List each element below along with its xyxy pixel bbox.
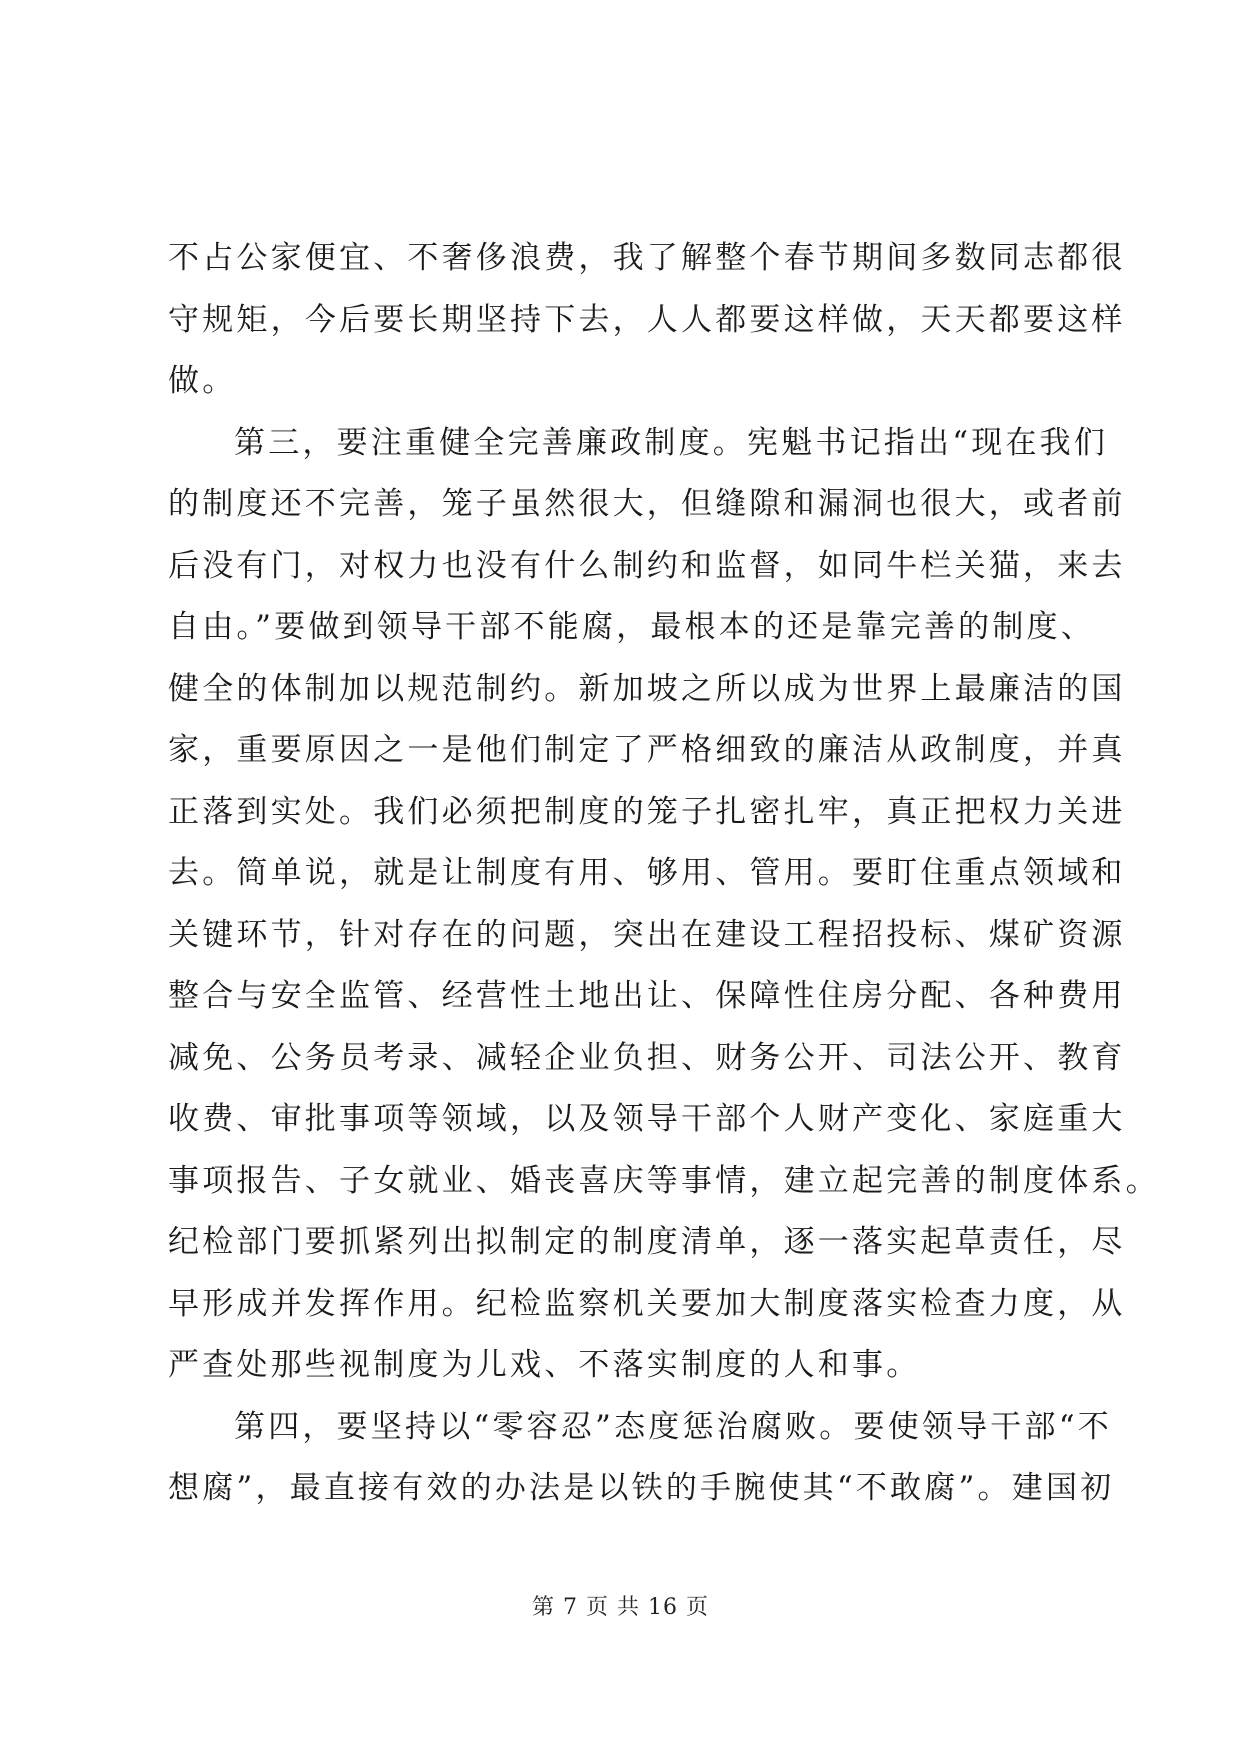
- text-line: 的制度还不完善，笼子虽然很大，但缝隙和漏洞也很大，或者前: [168, 486, 1126, 522]
- text-line: 守规矩，今后要长期坚持下去，人人都要这样做，天天都要这样: [168, 301, 1126, 338]
- text-line: 整合与安全监管、经营性土地出让、保障性住房分配、各种费用: [168, 978, 1126, 1014]
- text-line: 做。: [168, 363, 237, 399]
- paragraph-start-line: 第三，要注重健全完善廉政制度。宪魁书记指出“现在我们: [234, 424, 1109, 461]
- text-line: 家，重要原因之一是他们制定了严格细致的廉洁从政制度，并真: [168, 732, 1126, 768]
- text-line: 收费、审批事项等领域，以及领导干部个人财产变化、家庭重大: [168, 1101, 1126, 1137]
- body-text: [168, 228, 1160, 1520]
- text-line: 后没有门，对权力也没有什么制约和监督，如同牛栏关猫，来去: [168, 547, 1126, 584]
- text-line: 正落到实处。我们必须把制度的笼子扎密扎牢，真正把权力关进: [168, 793, 1126, 830]
- text-line: 严查处那些视制度为儿戏、不落实制度的人和事。: [168, 1347, 921, 1383]
- text-line: 纪检部门要抓紧列出拟制定的制度清单，逐一落实起草责任，尽: [168, 1224, 1126, 1260]
- page-footer: 第 7 页 共 16 页: [532, 1595, 709, 1620]
- text-line: 想腐”，最直接有效的办法是以铁的手腕使其“不敢腐”。建国初: [168, 1470, 1115, 1506]
- text-line: 早形成并发挥作用。纪检监察机关要加大制度落实检查力度，从: [168, 1285, 1126, 1322]
- text-line: 健全的体制加以规范制约。新加坡之所以成为世界上最廉洁的国: [168, 670, 1126, 707]
- text-line: 不占公家便宜、不奢侈浪费，我了解整个春节期间多数同志都很: [168, 240, 1126, 276]
- text-line: 减免、公务员考录、减轻企业负担、财务公开、司法公开、教育: [168, 1039, 1126, 1076]
- text-line: 自由。”要做到领导干部不能腐，最根本的还是靠完善的制度、: [168, 609, 1095, 645]
- text-line: 关键环节，针对存在的问题，突出在建设工程招投标、煤矿资源: [168, 916, 1126, 953]
- text-line: 去。简单说，就是让制度有用、够用、管用。要盯住重点领域和: [168, 855, 1126, 891]
- paragraph-start-line: 第四，要坚持以“零容忍”态度惩治腐败。要使领导干部“不: [234, 1408, 1112, 1445]
- text-line: 事项报告、子女就业、婚丧喜庆等事情，建立起完善的制度体系。: [168, 1162, 1160, 1199]
